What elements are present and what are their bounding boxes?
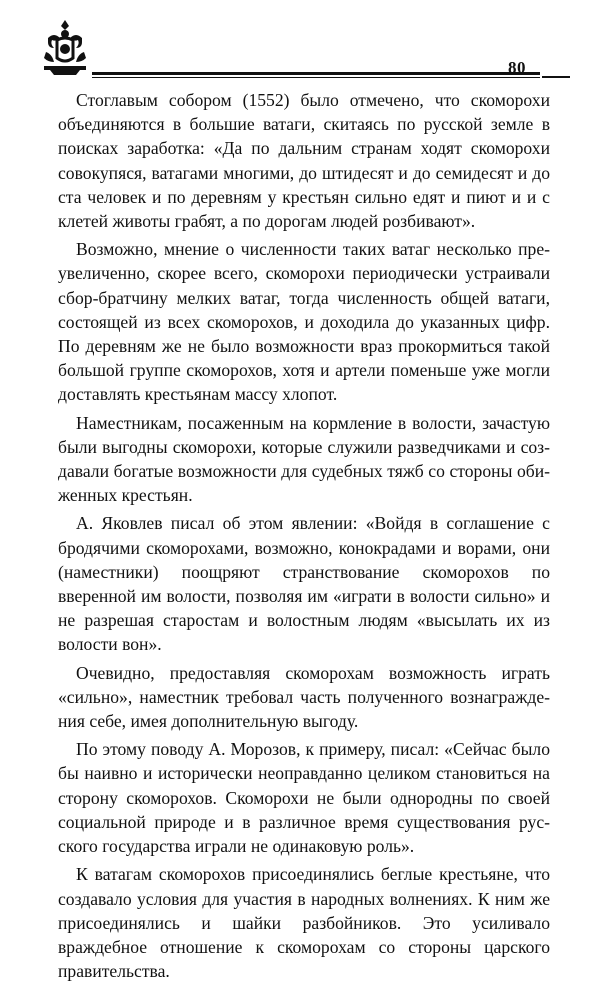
- ornament-emblem-icon: [40, 18, 90, 76]
- page-number: 80: [508, 58, 526, 77]
- paragraph-3: Наместникам, посаженным на кормление в волости, зачастую были выгодны скоморохи, которые служили разведчиками и создавали богатые возможности для судебных тяжб со стороны обиженных крестьян.: [58, 412, 550, 506]
- page-number-rule: [542, 76, 570, 78]
- paragraph-7: К ватагам скоморохов присоединялись беглые крестьяне, что создавало условия для участия в народных волнениях. К ним же присоединялись и шайки разбойников. Это усиливало враждебное отношение к скоморохам со стороны царского правительства.: [58, 864, 550, 982]
- body-text: [58, 88, 550, 987]
- page-header: [40, 18, 550, 82]
- paragraph-1: Стоглавым собором (1552) было отмечено, что скоморохи объединяются в большие ватаги, скитаясь по русской земле в поисках заработка: «Да по дальним странам ходят скоморохи совокупяся, ватагами многими, до штидесят и до семидесят и до ста человек и по деревням у крестьян сильно едят и пиют и и с клетей животы грабят, а по дорогам людей розбивают».: [58, 90, 550, 232]
- paragraph-5: Очевидно, предоставляя скоморохам возможность играть «сильно», наместник требовал часть полученного вознаграждения себе, имея дополнительную выгоду.: [58, 662, 550, 732]
- header-rule-thick: [92, 72, 540, 75]
- paragraph-2: Возможно, мнение о численности таких ватаг несколько преувеличенно, скорее всего, скоморохи периодически устраивали сбор-братчину мелких ватаг, тогда численность общей ватаги, состоящей из всех скоморохов, и доходила до указанных цифр. По деревням же не было возможности враз прокормиться такой большой группе скоморохов, хотя и артели поменьше уже могли доставлять крестьянам массу хлопот.: [58, 239, 550, 405]
- paragraph-4: А. Яковлев писал об этом явлении: «Войдя в соглашение с бродячими скоморохами, возможно, конокрадами и ворами, они (наместники) поощряют странствование скоморохов по вверенной им волости, позволяя им «играти в волости сильно» и не разрешая старостам и волостным людям «высылать их из волости вон».: [58, 513, 550, 655]
- header-rule-thin: [92, 77, 540, 78]
- paragraph-6: По этому поводу А. Морозов, к примеру, писал: «Сейчас было бы наивно и исторически неоправданно целиком становиться на сторону скоморохов. Скоморохи не были однородны по своей социальной природе и в различное время существования русского государства играли не одинаковую роль».: [58, 739, 550, 857]
